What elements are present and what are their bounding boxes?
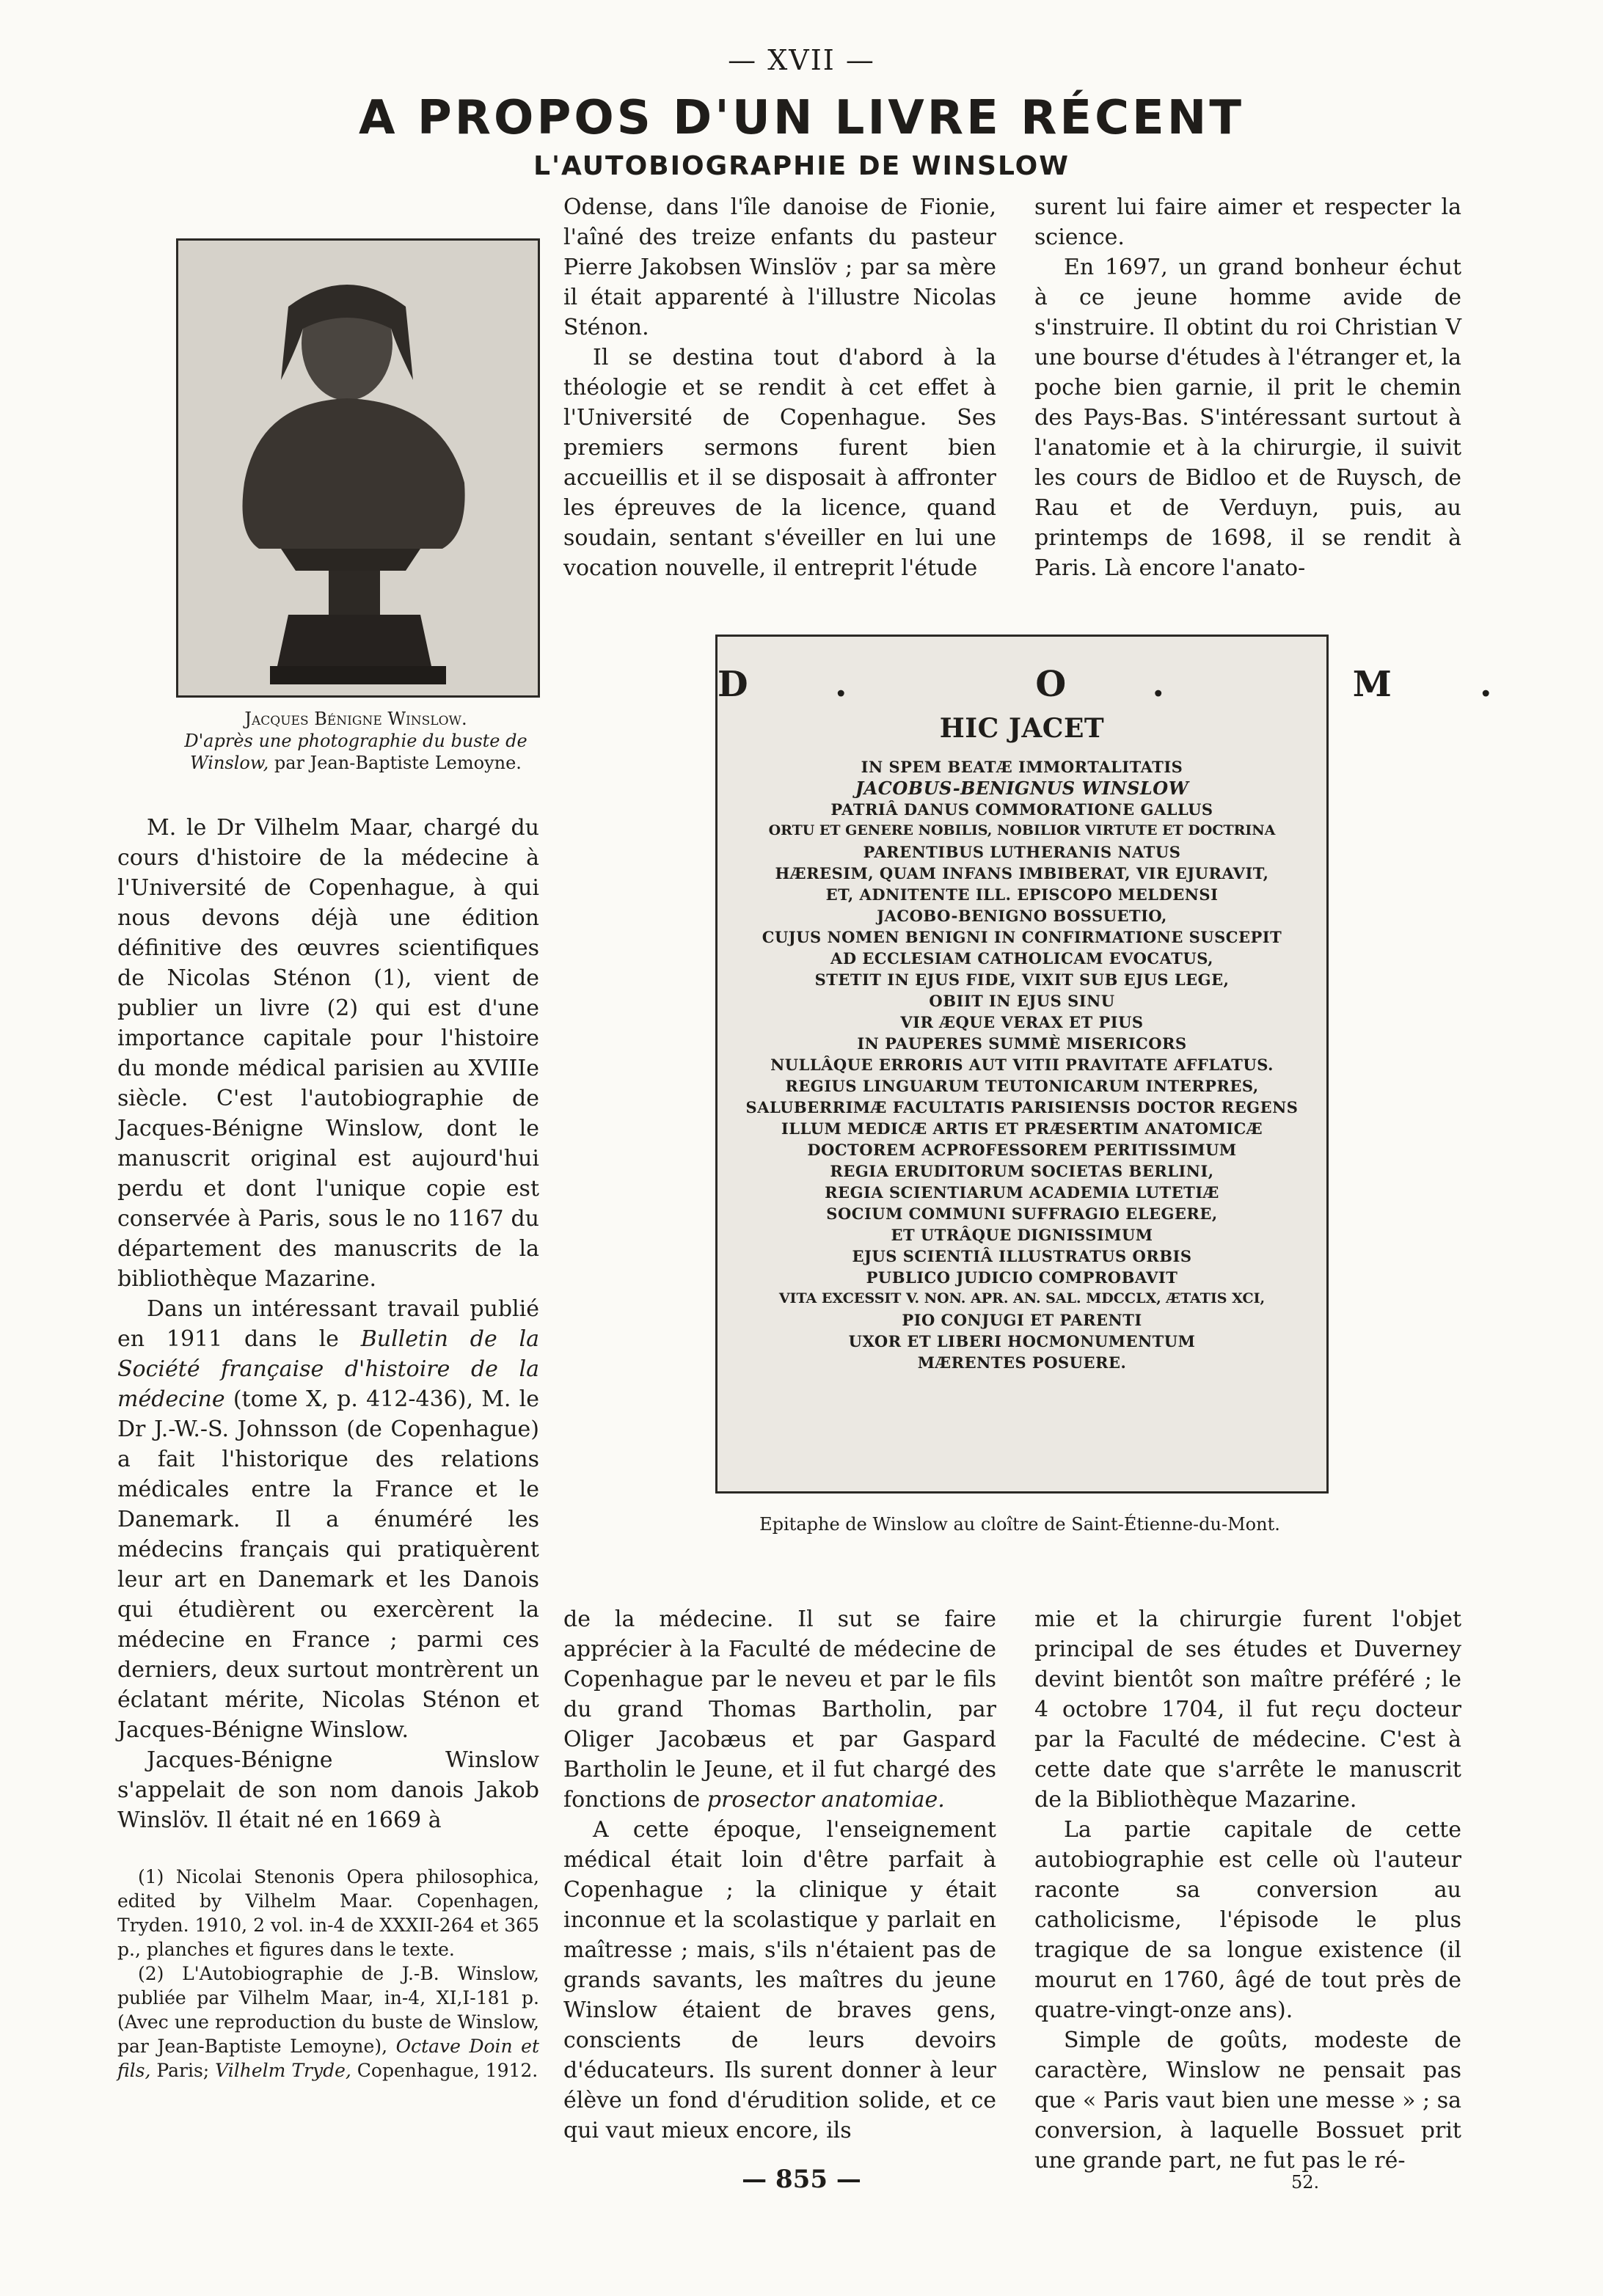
epitaph-line: OBIIT IN EJUS SINU [929, 992, 1115, 1010]
epitaph-line: VIR ÆQUE VERAX ET PIUS [900, 1013, 1144, 1031]
column-left [117, 813, 539, 1835]
footnote-2 [117, 1962, 539, 2083]
footnote-2-printer: Vilhelm Tryde, [215, 2060, 351, 2081]
page-roman-numeral: — XVII — [728, 44, 875, 76]
paragraph-right-1: surent lui faire aimer et respecter la science. [1034, 194, 1461, 250]
paragraph-mid-3-text: de la médecine. Il sut se faire apprécier à la Faculté de médecine de Copenhague par le neveu et par le fils du grand Thomas Bartholin, par Oliger Jacobæus et par Gaspard Bartholin le Jeune, et il fut chargé des fonctions de [563, 1606, 996, 1813]
column-middle-bottom [563, 1604, 996, 2146]
paragraph-left-3: Jacques-Bénigne Winslow s'appelait de son nom danois Jakob Winslöv. Il était né en 1669 à [117, 1747, 539, 1833]
epitaph-line: PATRIÂ DANUS COMMORATIONE GALLUS [830, 800, 1213, 819]
epitaph-line: PIO CONJUGI ET PARENTI [902, 1311, 1142, 1329]
paragraph-left-1: M. le Dr Vilhelm Maar, chargé du cours d'histoire de la médecine à l'Université de Copenhague, à qui nous devons déjà une édition définitive des œuvres scientifiques de Nicolas Sténon (1), vient de publier un livre (2) qui est d'une importance capitale pour l'histoire du monde médical parisien au XVIIIe siècle. C'est l'autobiographie de Jacques-Bénigne Winslow, dont le manuscrit original est aujourd'hui perdu et dont l'unique copie est conservée à Paris, sous le no 1167 du département des manuscrits de la bibliothèque Mazarine. [117, 815, 539, 1292]
column-right-bottom [1034, 1604, 1461, 2176]
epitaph-line: UXOR ET LIBERI HOCMONUMENTUM [848, 1332, 1196, 1350]
epitaph-line: STETIT IN EJUS FIDE, VIXIT SUB EJUS LEGE, [814, 970, 1230, 989]
epitaph-line: DOCTOREM ACPROFESSOREM PERITISSIMUM [807, 1141, 1237, 1159]
paragraph-right-2: En 1697, un grand bonheur échut à ce jeune homme avide de s'instruire. Il obtint du roi Christian V une bourse d'études à l'étranger et, la poche bien garnie, il prit le chemin des Pays-Bas. S'intéressant surtout à l'anatomie et à la chirurgie, il suivit les cours de Bidloo et de Ruysch, de Rau et de Verduyn, puis, au printemps de 1698, il se rendit à Paris. Là encore l'anato- [1034, 255, 1461, 581]
paragraph-left-2 [117, 1294, 539, 1745]
portrait-caption-source: D'après une photographie du buste de [184, 731, 527, 751]
epitaph-line: PUBLICO JUDICIO COMPROBAVIT [866, 1268, 1178, 1287]
epitaph-line: ILLUM MEDICÆ ARTIS ET PRÆSERTIM ANATOMICÆ [781, 1119, 1263, 1138]
portrait-caption-name: Jacques Bénigne Winslow. [244, 709, 467, 729]
epitaph-caption: Epitaphe de Winslow au cloître de Saint-Étienne-du-Mont. [759, 1514, 1280, 1535]
column-right-top [1034, 192, 1461, 583]
footnote-2-end: Copenhague, 1912. [357, 2060, 538, 2081]
epitaph-line: IN SPEM BEATÆ IMMORTALITATIS [861, 758, 1183, 776]
epitaph-line: JACOBO-BENIGNO BOSSUETIO, [877, 907, 1167, 925]
paragraph-mid-3 [563, 1604, 996, 1815]
bust-of-winslow-image [178, 241, 538, 695]
paragraph-left-2-before: Dans un intéressant travail publié en 1911 dans le [117, 1296, 539, 1352]
epitaph-line: SOCIUM COMMUNI SUFFRAGIO ELEGERE, [826, 1204, 1218, 1223]
epitaph-photograph [715, 635, 1580, 1494]
epitaph-line: JACOBUS-BENIGNUS WINSLOW [855, 778, 1189, 799]
epitaph-line: PARENTIBUS LUTHERANIS NATUS [863, 843, 1181, 861]
epitaph-line: REGIA ERUDITORUM SOCIETAS BERLINI, [830, 1162, 1214, 1180]
portrait-caption-source-2: Winslow, [190, 753, 269, 773]
epitaph-inscription [717, 662, 1580, 1373]
epitaph-line: REGIA SCIENTIARUM ACADEMIA LUTETIÆ [825, 1183, 1219, 1202]
article-title: A PROPOS D'UN LIVRE RÉCENT [359, 91, 1244, 145]
footnote-2-text: (2) L'Autobiographie de J.-B. Winslow, publiée par Vilhelm Maar, in-4, XI,I-181 p. (Avec une reproduction du buste de Winslow, par Jean-Baptiste Lemoyne), [117, 1963, 539, 2057]
epitaph-line: HIC JACET [939, 713, 1105, 744]
epitaph-line: SALUBERRIMÆ FACULTATIS PARISIENSIS DOCTOR REGENS [745, 1098, 1299, 1116]
footnotes [117, 1865, 539, 2083]
paragraph-mid-1: Odense, dans l'île danoise de Fionie, l'aîné des treize enfants du pasteur Pierre Jakobsen Winslöv ; par sa mère il était apparenté à l'illustre Nicolas Sténon. [563, 194, 996, 340]
footnote-2-city: Paris; [156, 2060, 210, 2081]
paragraph-mid-4: A cette époque, l'enseignement médical était loin d'être parfait à Copenhague ; la clinique y était inconnue et la scolastique y parlait en maîtresse ; mais, s'ils n'étaient pas de grands savants, les maîtres du jeune Winslow étaient de braves gens, conscients de leurs devoirs d'éducateurs. Ils surent donner à leur élève un fond d'érudition solide, et ce qui vaut mieux encore, ils [563, 1817, 996, 2143]
bulletin-title: Bulletin de la Société française d'histoire de la médecine [117, 1326, 539, 1412]
page-mark-right: 52. [1291, 2172, 1320, 2193]
epitaph-line: D. O. M. [717, 664, 1580, 705]
paragraph-right-5: Simple de goûts, modeste de caractère, Winslow ne pensait pas que « Paris vaut bien une messe » ; sa conversion, à laquelle Bossuet prit une grande part, ne fut pas le ré- [1034, 2028, 1461, 2173]
footnote-2-publisher: Octave Doin et fils, [117, 2036, 540, 2081]
epitaph-line: VITA EXCESSIT V. NON. APR. AN. SAL. MDCCLX, ÆTATIS XCI, [778, 1290, 1266, 1306]
epitaph-line: HÆRESIM, QUAM INFANS IMBIBERAT, VIR EJURAVIT, [775, 864, 1269, 882]
bust-photograph [176, 238, 540, 698]
portrait-caption-sculptor: par Jean-Baptiste Lemoyne. [274, 753, 522, 773]
epitaph-line: CUJUS NOMEN BENIGNI IN CONFIRMATIONE SUSCEPIT [762, 928, 1282, 946]
epitaph-line: IN PAUPERES SUMMÈ MISERICORS [857, 1034, 1187, 1053]
article-subtitle: L'AUTOBIOGRAPHIE DE WINSLOW [533, 151, 1070, 181]
paragraph-mid-2: Il se destina tout d'abord à la théologie et se rendit à cet effet à l'Université de Copenhague. Ses premiers sermons furent bien accueillis et il se disposait à affronter les épreuves de la licence, quand soudain, sentant s'éveiller en lui une vocation nouvelle, il entreprit l'étude [563, 345, 996, 581]
epitaph-line: ORTU ET GENERE NOBILIS, NOBILIOR VIRTUTE ET DOCTRINA [768, 822, 1276, 838]
epitaph-line: REGIUS LINGUARUM TEUTONICARUM INTERPRES, [785, 1077, 1259, 1095]
page-number: — 855 — [742, 2165, 861, 2194]
epitaph-line: ET, ADNITENTE ILL. EPISCOPO MELDENSI [825, 885, 1219, 904]
footnote-1: (1) Nicolai Stenonis Opera philosophica, edited by Vilhelm Maar. Copenhagen, Tryden. 1910, 2 vol. in-4 de XXXII-264 et 365 p., planches et figures dans le texte. [117, 1866, 539, 1960]
paragraph-right-4: La partie capitale de cette autobiographie est celle où l'auteur raconte sa conversion au catholicisme, l'épisode le plus tragique de sa longue existence (il mourut en 1760, âgé de tout près de quatre-vingt-onze ans). [1034, 1817, 1461, 2023]
paragraph-right-3: mie et la chirurgie furent l'objet principal de ses études et Duverney devint bientôt son maître préféré ; le 4 octobre 1704, il fut reçu docteur par la Faculté de médecine. C'est à cette date que s'arrête le manuscrit de la Bibliothèque Mazarine. [1034, 1606, 1461, 1813]
prosector-title: prosector anatomiae. [706, 1787, 945, 1813]
epitaph-line: AD ECCLESIAM CATHOLICAM EVOCATUS, [830, 949, 1213, 968]
portrait-caption [147, 708, 565, 774]
epitaph-line: MÆRENTES POSUERE. [917, 1353, 1127, 1372]
column-middle-top [563, 192, 996, 583]
epitaph-line: ET UTRÂQUE DIGNISSIMUM [891, 1226, 1153, 1244]
epitaph-line: EJUS SCIENTIÂ ILLUSTRATUS ORBIS [852, 1247, 1192, 1265]
epitaph-line: NULLÂQUE ERRORIS AUT VITII PRAVITATE AFFLATUS. [770, 1056, 1274, 1074]
paragraph-left-2-after: (tome X, p. 412-436), M. le Dr J.-W.-S. Johnsson (de Copenhague) a fait l'historique des relations médicales entre la France et le Danemark. Il a énuméré les médecins français qui pratiquèrent leur art en Danemark et les Danois qui étudièrent ou exercèrent la médecine en France ; parmi ces derniers, deux surtout montrèrent un éclatant mérite, Nicolas Sténon et Jacques-Bénigne Winslow. [117, 1386, 539, 1743]
